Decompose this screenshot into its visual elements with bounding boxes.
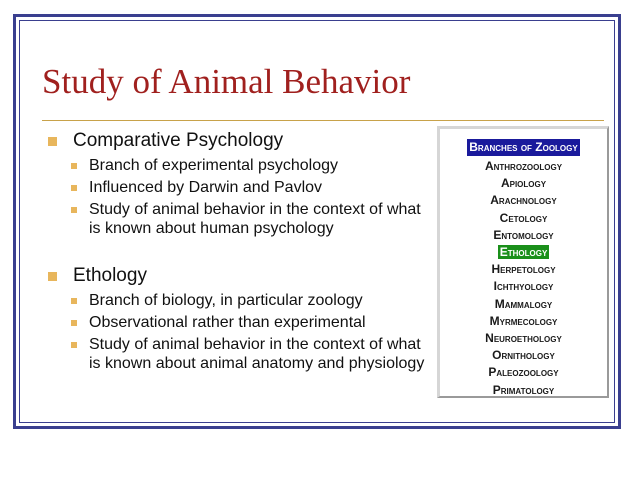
sub-bullet-text: Observational rather than experimental — [89, 314, 366, 331]
zoology-branch-item — [440, 210, 607, 227]
sub-bullet-text: Branch of biology, in particular zoology — [89, 292, 363, 309]
zoology-branch-label: Ornithology — [492, 348, 555, 363]
square-bullet-icon — [71, 342, 77, 348]
zoology-branch-item — [440, 158, 607, 175]
sub-bullet-item — [71, 156, 432, 175]
zoology-branch-label: Herpetology — [491, 262, 556, 277]
zoology-branch-label: Anthrozoology — [484, 159, 563, 173]
zoology-branch-item — [440, 364, 607, 381]
sub-bullet-item — [71, 291, 432, 310]
slide-title: Study of Animal Behavior — [42, 62, 411, 101]
square-bullet-icon — [71, 320, 77, 326]
section-comparative-psychology — [42, 128, 432, 238]
sub-bullet-list — [71, 156, 432, 238]
zoology-branch-label: Ichthyology — [493, 279, 554, 294]
sub-bullet-text: Influenced by Darwin and Pavlov — [89, 179, 323, 196]
zoology-branch-item — [440, 382, 607, 399]
square-bullet-icon — [48, 137, 57, 146]
square-bullet-icon — [71, 163, 77, 169]
section-ethology — [42, 263, 432, 373]
zoology-branch-label: Entomology — [493, 227, 554, 242]
zoology-branch-list — [440, 158, 607, 399]
title-divider — [42, 120, 604, 121]
zoology-branch-item — [440, 313, 607, 330]
square-bullet-icon — [71, 185, 77, 191]
zoology-branch-item — [440, 296, 607, 313]
section-heading: Comparative Psychology — [73, 130, 284, 151]
sub-bullet-item — [71, 200, 432, 238]
zoology-branch-label: Neuroethology — [485, 331, 562, 346]
zoology-branch-item — [440, 261, 607, 278]
zoology-branch-item — [440, 227, 607, 244]
sub-bullet-text: Study of animal behavior in the context of what is known about human psychology — [89, 201, 421, 237]
zoology-branch-label: Cetology — [499, 210, 548, 225]
level1-bullet-item — [42, 128, 432, 154]
zoology-branch-label: Ethology — [499, 245, 548, 260]
zoology-branch-label: Apiology — [500, 176, 547, 191]
sub-bullet-item — [71, 313, 432, 332]
slide-content — [42, 128, 432, 376]
zoology-branch-label: Myrmecology — [489, 313, 558, 328]
sub-bullet-text: Branch of experimental psychology — [89, 157, 339, 174]
zoology-branch-label: Mammalogy — [494, 296, 553, 311]
zoology-branch-item — [440, 278, 607, 295]
zoology-branch-item — [440, 330, 607, 347]
branches-of-zoology-panel — [437, 126, 609, 398]
section-heading: Ethology — [73, 265, 147, 286]
sub-bullet-item — [71, 335, 432, 373]
square-bullet-icon — [48, 272, 57, 281]
square-bullet-icon — [71, 207, 77, 213]
zoology-branch-item — [440, 175, 607, 192]
zoology-branch-label: Primatology — [492, 382, 555, 397]
zoology-branch-label: Paleozoology — [488, 365, 559, 380]
sub-bullet-text: Study of animal behavior in the context of what is known about animal anatomy and physiology — [89, 336, 425, 372]
sub-bullet-list — [71, 291, 432, 373]
zoology-panel-header: Branches of Zoology — [469, 140, 578, 154]
level1-bullet-item — [42, 263, 432, 289]
square-bullet-icon — [71, 298, 77, 304]
zoology-branch-item-highlighted — [440, 244, 607, 261]
zoology-branch-label: Arachnology — [490, 193, 557, 208]
zoology-branch-item — [440, 347, 607, 364]
zoology-branch-item — [440, 192, 607, 209]
sub-bullet-item — [71, 178, 432, 197]
